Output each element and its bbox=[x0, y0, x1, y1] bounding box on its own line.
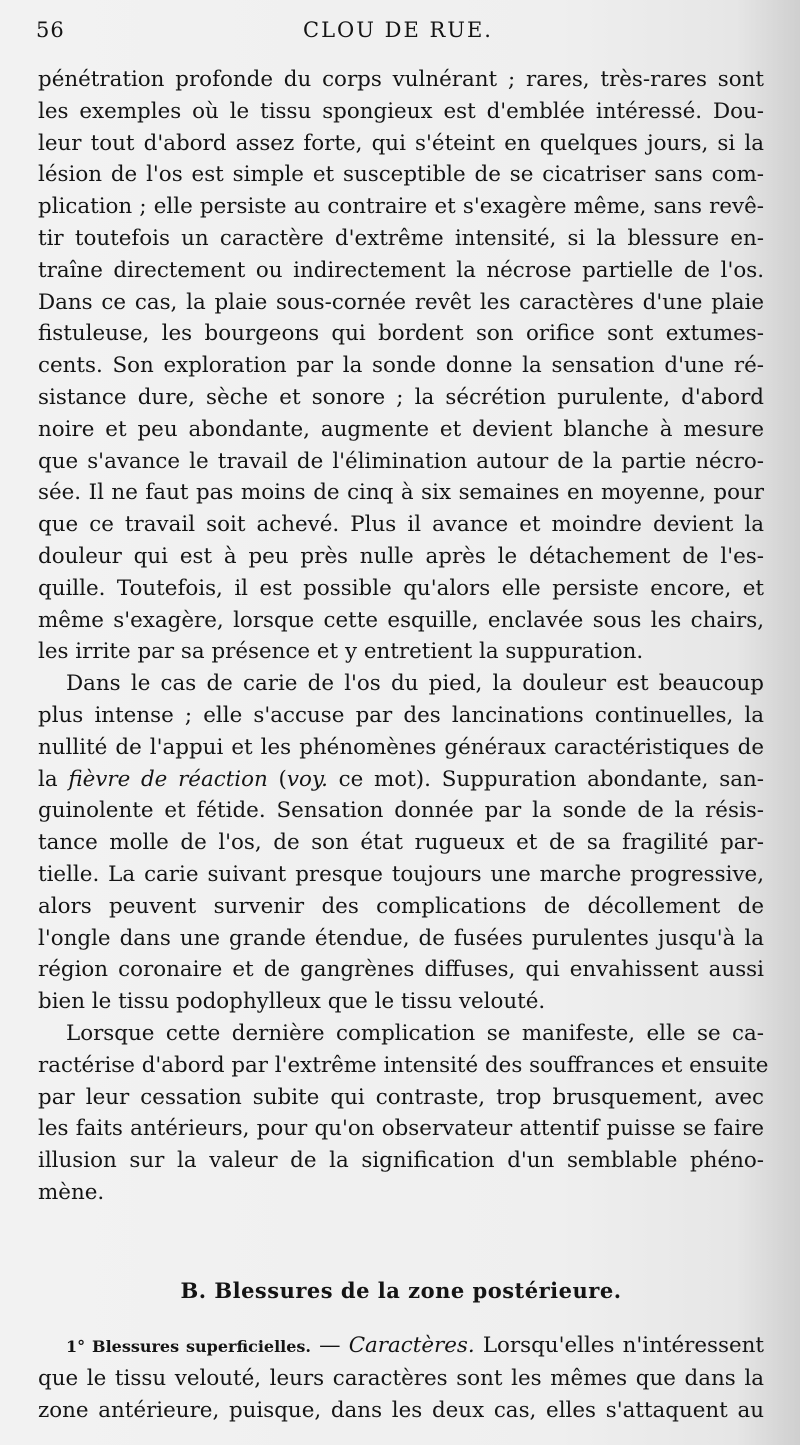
text-line: plication ; elle persiste au contraire et s'exagère même, sans revê- bbox=[38, 194, 764, 220]
page-header bbox=[36, 18, 760, 48]
text-line: sée. Il ne faut pas moins de cinq à six semaines en moyenne, pour bbox=[38, 480, 764, 506]
text-line: quille. Toutefois, il est possible qu'alors elle persiste encore, et bbox=[38, 575, 764, 601]
text-line: plus intense ; elle s'accuse par des lancinations continuelles, la bbox=[38, 702, 764, 728]
text-line: que le tissu velouté, leurs caractères sont les mêmes que dans la bbox=[38, 1366, 764, 1392]
text-line: traîne directement ou indirectement la nécrose partielle de l'os. bbox=[38, 257, 764, 283]
section-heading: B. Blessures de la zone postérieure. bbox=[180, 1277, 622, 1303]
text-line: tielle. La carie suivant presque toujours une marche progressive, bbox=[38, 861, 764, 887]
text-fragment: ce mot). Suppuration abondante, san- bbox=[327, 766, 764, 792]
text-line: douleur qui est à peu près nulle après le détachement de l'es- bbox=[38, 543, 764, 569]
text-line: que ce travail soit achevé. Plus il avance et moindre devient la bbox=[38, 512, 764, 538]
text-line: zone antérieure, puisque, dans les deux cas, elles s'attaquent au bbox=[38, 1398, 764, 1424]
text-line: les exemples où le tissu spongieux est d'emblée intéressé. Dou- bbox=[38, 98, 764, 124]
em-dash: — bbox=[311, 1333, 349, 1359]
voy-abbreviation: voy. bbox=[286, 766, 328, 792]
text-line-with-italics bbox=[38, 764, 764, 796]
text-line: par leur cessation subite qui contraste, trop brusquement, avec bbox=[38, 1084, 764, 1110]
text-line: Dans ce cas, la plaie sous-cornée revêt les caractères d'une plaie bbox=[38, 289, 764, 315]
text-line: guinolente et fétide. Sensation donnée par la sonde de la résis- bbox=[38, 798, 764, 824]
body-text bbox=[38, 64, 769, 1427]
text-line: nullité de l'appui et les phénomènes généraux caractéristiques de bbox=[38, 734, 764, 760]
text-line: sistance dure, sèche et sonore ; la sécrétion purulente, d'abord bbox=[38, 384, 764, 410]
paragraph-3 bbox=[38, 1018, 769, 1209]
text-line: leur tout d'abord assez forte, qui s'éteint en quelques jours, si la bbox=[38, 130, 764, 156]
text-fragment: la bbox=[38, 766, 69, 792]
text-line: que s'avance le travail de l'élimination autour de la partie nécro- bbox=[38, 448, 764, 474]
text-line: même s'exagère, lorsque cette esquille, enclavée sous les chairs, bbox=[38, 607, 764, 633]
text-line: cents. Son exploration par la sonde donne la sensation d'une ré- bbox=[38, 353, 764, 379]
subsection bbox=[38, 1330, 764, 1426]
text-line: pénétration profonde du corps vulnérant ; rares, très-rares sont bbox=[38, 67, 764, 92]
text-line: tir toutefois un caractère d'extrême intensité, si la blessure en- bbox=[38, 225, 764, 251]
page-number: 56 bbox=[36, 18, 65, 42]
text-line: tance molle de l'os, de son état rugueux et de sa fragilité par- bbox=[38, 830, 764, 856]
text-fragment: Lorsqu'elles n'intéressent bbox=[474, 1333, 764, 1359]
text-line: région coronaire et de gangrènes diffuses, qui envahissent aussi bbox=[38, 957, 764, 983]
paragraph-2 bbox=[38, 668, 764, 1018]
text-line: illusion sur la valeur de la signification d'un semblable phéno- bbox=[38, 1148, 764, 1174]
text-line: fistuleuse, les bourgeons qui bordent son orifice sont extumes- bbox=[38, 321, 764, 347]
subsection-first-line bbox=[38, 1330, 764, 1363]
cross-reference-term: fièvre de réaction bbox=[68, 766, 268, 792]
subsection-run-head: 1° Blessures superficielles. bbox=[66, 1337, 311, 1357]
text-line: les irrite par sa présence et y entretient la suppuration. bbox=[38, 639, 644, 665]
running-title: CLOU DE RUE. bbox=[303, 18, 493, 42]
paragraph-1 bbox=[38, 64, 764, 668]
text-line: mène. bbox=[38, 1179, 105, 1205]
text-line: lésion de l'os est simple et susceptible de se cicatriser sans com- bbox=[38, 162, 764, 188]
text-line: noire et peu abondante, augmente et devient blanche à mesure bbox=[38, 416, 764, 442]
text-line: bien le tissu podophylleux que le tissu velouté. bbox=[38, 989, 546, 1015]
text-line: l'ongle dans une grande étendue, de fusées purulentes jusqu'à la bbox=[38, 925, 764, 951]
text-line: alors peuvent survenir des complications de décollement de bbox=[38, 893, 764, 919]
section-spacing bbox=[38, 1209, 764, 1275]
text-line: les faits antérieurs, pour qu'on observateur attentif puisse se faire bbox=[38, 1116, 764, 1142]
text-fragment: ( bbox=[267, 766, 287, 792]
subsection-italic-label: Caractères. bbox=[348, 1333, 475, 1359]
text-line: Lorsque cette dernière complication se manifeste, elle se ca- bbox=[66, 1020, 764, 1046]
text-line: Dans le cas de carie de l'os du pied, la douleur est beaucoup bbox=[66, 671, 764, 697]
text-line: ractérise d'abord par l'extrême intensité des souffrances et ensuite bbox=[38, 1052, 769, 1078]
